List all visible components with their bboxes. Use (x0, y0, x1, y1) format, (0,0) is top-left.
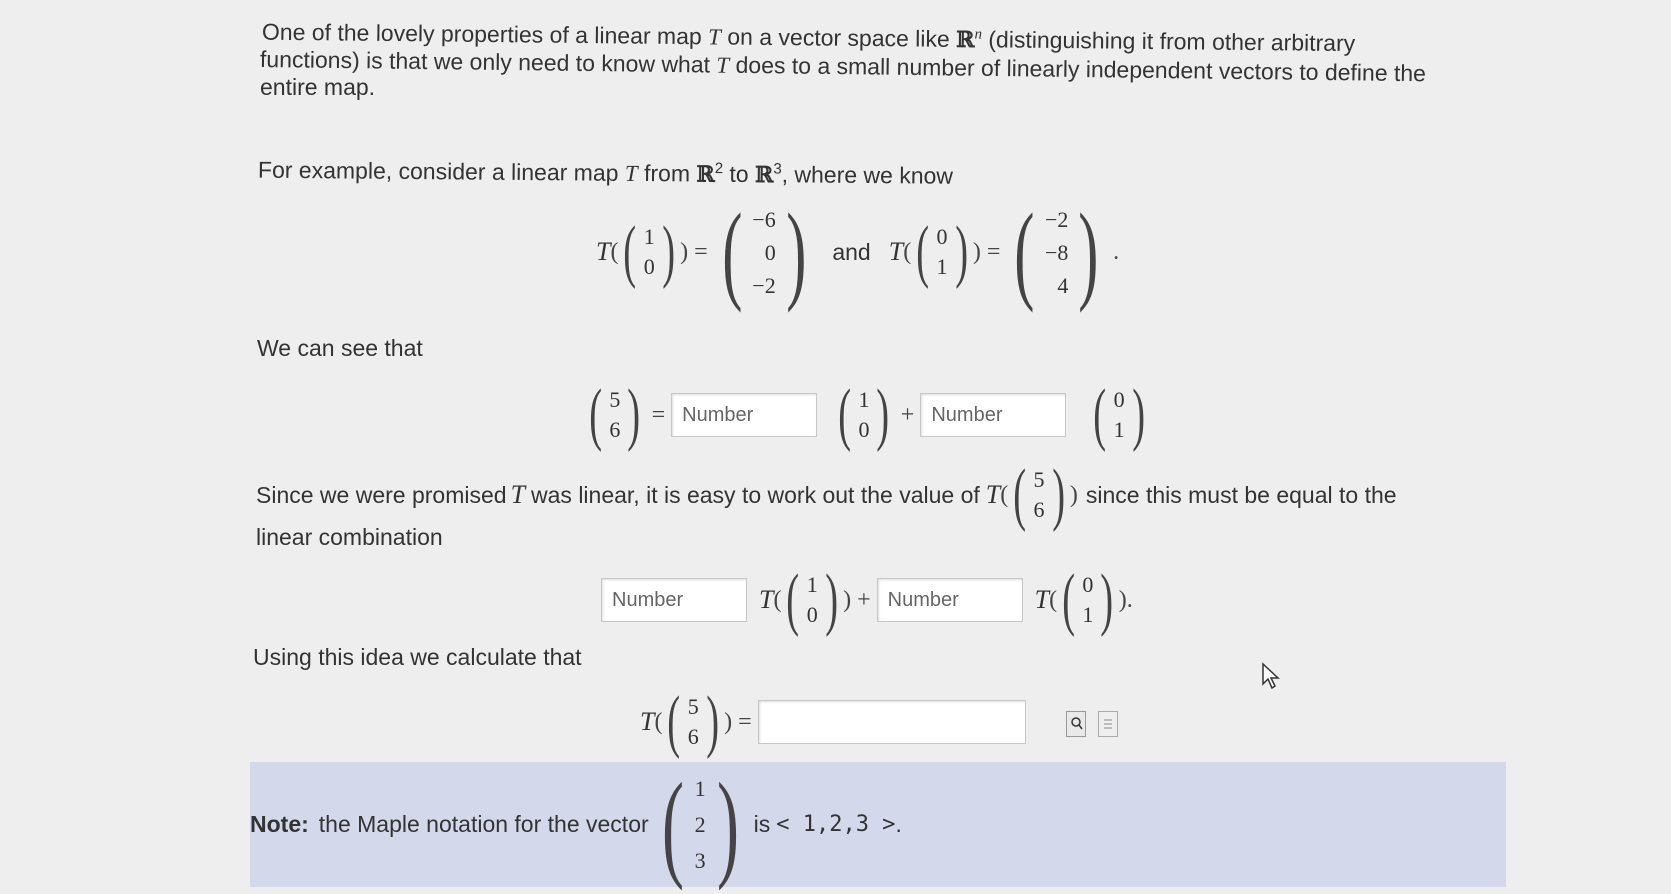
vector-T-e1: ( −6 0 −2 ) (721, 190, 807, 313)
coef-e2-input[interactable] (920, 393, 1066, 437)
answer-input[interactable] (758, 700, 1026, 744)
preview-icon[interactable] (1066, 711, 1086, 737)
vector-T-e2: ( −2 −8 4 ) (1014, 190, 1099, 313)
example-sentence: For example, consider a linear map T from ℝ$^2$ to ℝ$^3$, where we know (257, 156, 954, 189)
linear-combination-label: linear combination (256, 524, 443, 550)
help-icon[interactable] (1098, 711, 1118, 737)
coef-Te2-input[interactable] (877, 578, 1023, 622)
mouse-cursor-icon (1261, 662, 1283, 692)
intro-line-3: entire map. (260, 74, 376, 100)
vector-e2: ( 0 1 ) (1062, 561, 1114, 638)
intro-line-2: functions) is that we only need to know what T does to a small number of linearly independent vectors to define the (259, 46, 1427, 87)
magnifier-glyph (1067, 712, 1085, 736)
vector-e2: ( 0 1 ) (916, 213, 968, 290)
maple-notation: < 1,2,3 > (776, 812, 896, 837)
calculate-label: Using this idea we calculate that (253, 644, 582, 670)
vector-5-6: ( 5 6 ) (589, 376, 641, 453)
coef-e1-input[interactable] (671, 393, 817, 437)
and-text: and (832, 238, 871, 265)
note-bold: Note: (250, 811, 309, 837)
linear-combination-row: Number T ( ( 1 0 ) ) + Number T ( ( 0 1 ) ) . (601, 565, 1133, 635)
answer-row: T ( ( 5 6 ) ) = (640, 682, 1026, 762)
vector-e1: ( 1 0 ) (623, 213, 675, 290)
vector-e1: ( 1 0 ) (786, 561, 838, 638)
known-images: T ( ( 1 0 ) ) = ( −6 0 −2 ) and T ( ( 0 1 ) ) = ( −2 −8 4 ) . (596, 192, 1125, 312)
since-sentence: Since we were promised T was linear, it is easy to work out the value of T ( ( 5 6 ) ) since this must be equal to the (256, 456, 1397, 533)
vector-5-6: ( 5 6 ) (1013, 456, 1065, 533)
vector-1-2-3: ( 1 2 3 ) (661, 757, 739, 891)
vector-5-6: ( 5 6 ) (667, 683, 719, 760)
note-box: Note: the Maple notation for the vector ( 1 2 3 ) is < 1,2,3 > . (250, 762, 1506, 887)
vector-e2: ( 0 1 ) (1093, 376, 1145, 453)
we-can-see-label: We can see that (257, 335, 423, 361)
intro-line-1: One of the lovely properties of a linear map T on a vector space like ℝ$^n$ (distinguishing it from other arbitrary (261, 18, 1356, 57)
map-T: T (708, 24, 722, 50)
decomposition-row: ( 5 6 ) = Number ( 1 0 ) + Number ( 0 1 ) (584, 380, 1150, 450)
coef-Te1-input[interactable] (601, 578, 747, 622)
vector-e1: ( 1 0 ) (838, 376, 890, 453)
doc-glyph (1099, 712, 1117, 736)
